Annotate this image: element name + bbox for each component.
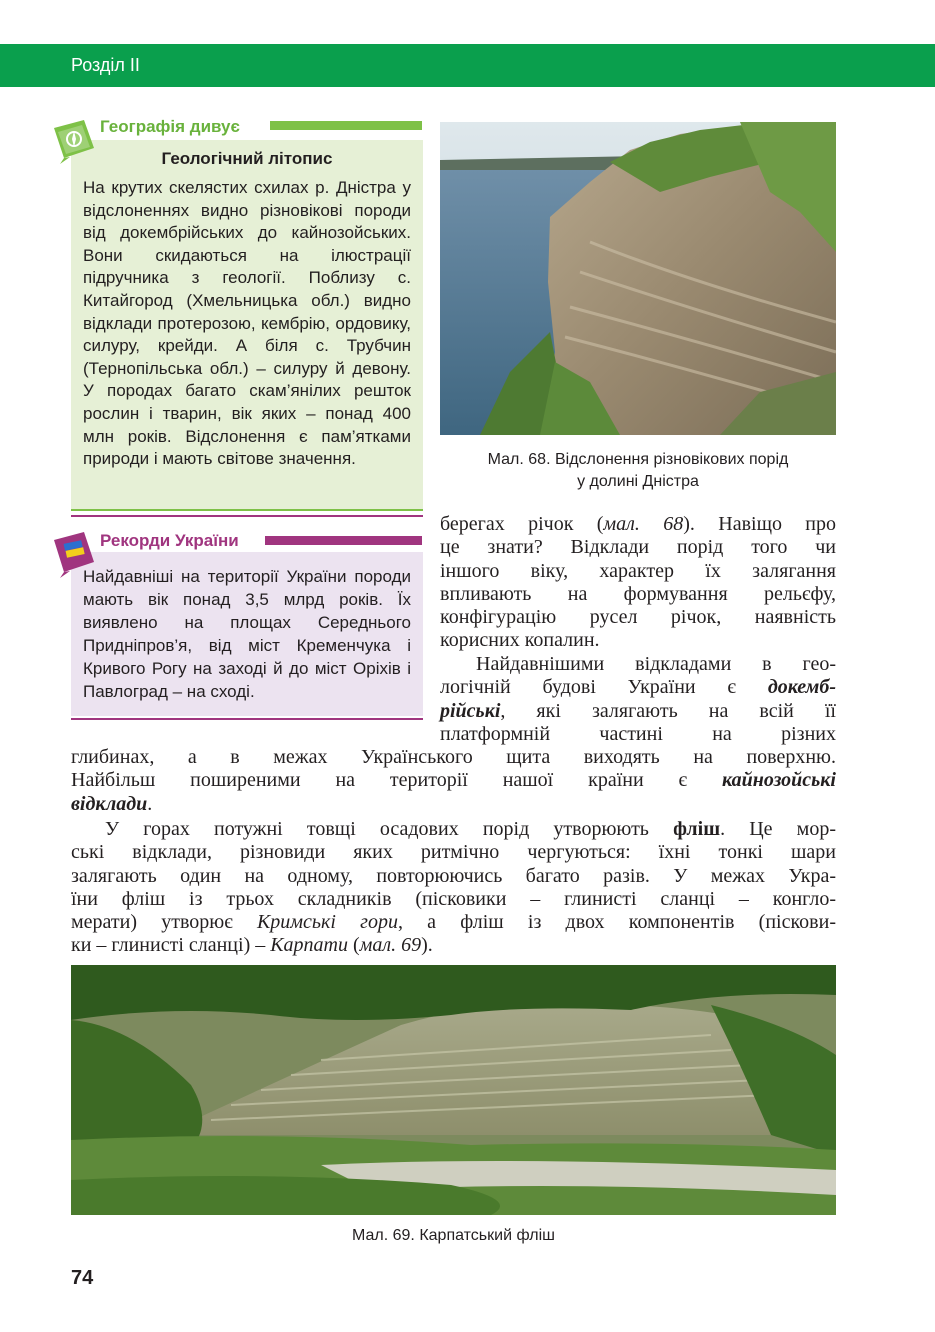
place-name: Карпати	[270, 934, 348, 957]
text-line: корисних копалин.	[440, 629, 600, 652]
text-line: конфігурацію русел річок, наявність	[440, 606, 836, 629]
text-span: ки – глинисті сланці) –	[71, 934, 271, 957]
figure-69-caption: Мал. 69. Карпатський фліш	[352, 1227, 555, 1244]
text-line: їни фліш із трьох складників (пісковики – глинисті сланці – конгло-	[71, 887, 836, 910]
text-line: залягають один на одному, повторюючись багато разів. У межах Укра-	[71, 864, 836, 887]
text-span: .	[147, 792, 153, 815]
records-box-bottom-rule	[71, 718, 423, 720]
text-line: глибинах, а в межах Українського щита виходять на поверхню.	[71, 746, 836, 768]
text-span: мерати) утворює	[71, 911, 257, 934]
paragraph-2-full	[71, 746, 836, 816]
text-span: У горах потужні товщі осадових порід утворюють	[105, 818, 674, 840]
text-line: іншого віку, характер їх залягання	[440, 559, 836, 582]
text-line: платформній частині на різних	[440, 722, 836, 745]
text-line: ські відклади, різновиди яких ритмічно чергуються: їхні тонкі шари	[71, 841, 836, 864]
text-span: берегах річок (	[440, 513, 604, 535]
term-highlight: докемб-	[767, 676, 836, 699]
text-span: . Це мор-	[720, 818, 836, 840]
text-span: логічній будові України є	[440, 676, 768, 699]
figure-68-caption	[440, 449, 836, 493]
carpathian-flysch-photo	[71, 965, 836, 1215]
paragraph-3	[71, 818, 836, 958]
figure-68-caption-line1: Мал. 68. Відслонення різновікових порід	[487, 451, 789, 468]
records-box-rule	[265, 536, 422, 545]
text-span: Найбільш поширеними на території нашої країни є	[71, 769, 723, 792]
text-line: це знати? Відклади порід того чи	[440, 536, 836, 559]
place-name: Кримські гори	[257, 911, 398, 934]
text-line: Найдавнішими відкладами в гео-	[476, 653, 836, 675]
records-box-text: Найдавніші на території України породи мають вік понад 3,5 млрд років. Їх виявлено на площах Середнього Придніпров’я, від міст Кременчука і Кривого Рогу на заході й до міст Оріхів і Павлоград – на сході.	[83, 567, 411, 701]
text-span: (	[347, 934, 360, 957]
dniester-cliff-photo	[440, 122, 836, 435]
figure-reference: мал. 69	[359, 934, 422, 957]
records-box-top-rule	[71, 515, 423, 517]
geography-box-rule	[270, 121, 422, 130]
figure-reference: мал. 68	[603, 513, 684, 535]
text-span: , а фліш із двох компонентів (піскови-	[397, 911, 836, 934]
text-span: ).	[421, 934, 433, 957]
term-highlight: фліш	[673, 818, 721, 840]
geography-box-title: Геологічний літопис	[161, 149, 333, 168]
text-line: впливають на формування рельєфу,	[440, 582, 836, 605]
text-span: , які залягають на всій її	[500, 699, 836, 722]
page-number: 74	[71, 1267, 94, 1289]
term-highlight: відклади	[71, 792, 148, 815]
geography-box-bottom-rule	[71, 509, 423, 511]
geography-box-text: На крутих скелястих схилах р. Дністра у відслоненнях видно різновікові породи від докембрійських до кайнозойських. Вони скидаються на ілюстрації підручника з геології. Поблизу с. Китайгород (Хмельницька обл.) видно відклади протерозою, кембрію, ордовику, силуру, крейди. А біля с. Трубчин (Тернопільська обл.) – силуру й девону. У породах багато скам’янілих решток рослин і тварин, вік яких – понад 400 млн років. Відслонення є пам’ятками природи і мають світове значення.	[83, 178, 411, 469]
figure-68-caption-line2: у долині Дністра	[577, 473, 699, 490]
text-span: ). Навіщо про	[683, 513, 837, 535]
paragraph-2-column	[440, 653, 836, 746]
paragraph-1	[440, 513, 836, 653]
term-highlight: кайнозойські	[722, 769, 836, 792]
geography-box-label: Географія дивує	[100, 117, 240, 136]
term-highlight: рійські	[440, 699, 501, 722]
section-title: Розділ II	[71, 55, 140, 75]
section-header	[0, 44, 935, 87]
records-box-label: Рекорди України	[100, 531, 239, 550]
